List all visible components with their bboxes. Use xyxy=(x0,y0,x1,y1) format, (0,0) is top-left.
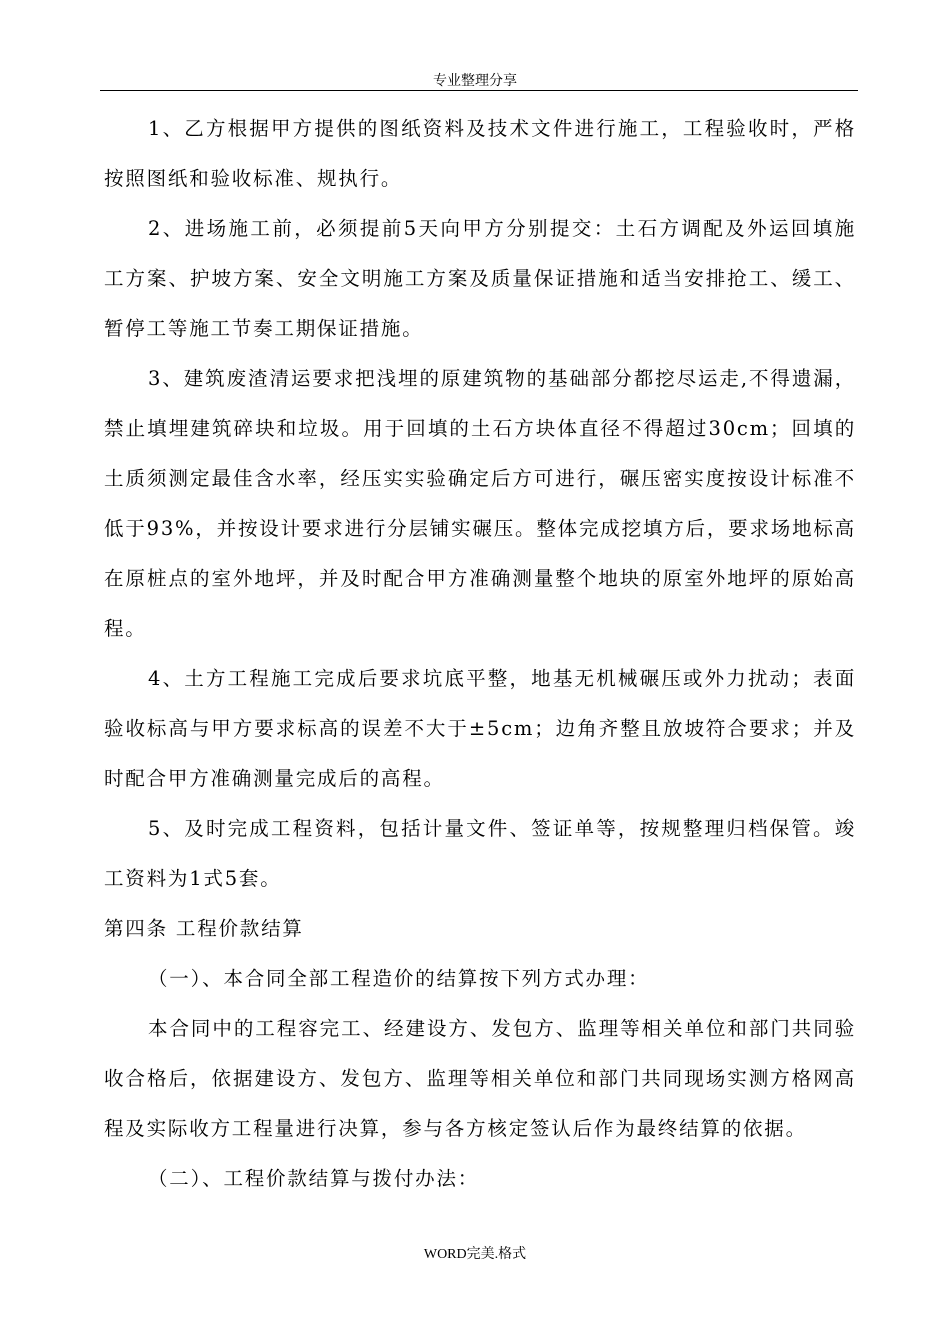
section-heading: 第四条 工程价款结算 xyxy=(104,917,304,940)
subsection-1-body: 本合同中的工程容完工、经建设方、发包方、监理等相关单位和部门共同验收合格后，依据建设方、发包方、监理等相关单位和部门共同现场实测方格网高程及实际收方工程量进行决算，参与各方核定签认后作为最终结算的依据。 xyxy=(104,1017,856,1140)
paragraph-item-3: 3、建筑废渣清运要求把浅埋的原建筑物的基础部分都挖尽运走,不得遗漏，禁止填埋建筑碎块和垃圾。用于回填的土石方块体直径不得超过30cm；回填的土质须测定最佳含水率，经压实实验确定后方可进行，碾压密实度按设计标准不低于93%，并按设计要求进行分层铺实碾压。整体完成挖填方后，要求场地标高在原桩点的室外地坪，并及时配合甲方准确测量整个地块的原室外地坪的原始高程。 xyxy=(104,367,856,640)
page-header: 专业整理分享 xyxy=(433,73,517,89)
paragraph-item-2: 2、进场施工前，必须提前5天向甲方分别提交：土石方调配及外运回填施工方案、护坡方案、安全文明施工方案及质量保证措施和适当安排抢工、缓工、暂停工等施工节奏工期保证措施。 xyxy=(104,217,856,340)
paragraph-item-4: 4、土方工程施工完成后要求坑底平整，地基无机械碾压或外力扰动；表面验收标高与甲方要求标高的误差不大于±5cm；边角齐整且放坡符合要求；并及时配合甲方准确测量完成后的高程。 xyxy=(104,667,856,790)
document-body xyxy=(104,104,856,1204)
header-divider xyxy=(100,90,858,91)
subsection-heading-2: （二）、工程价款结算与拨付办法： xyxy=(148,1167,480,1190)
paragraph-item-1: 1、乙方根据甲方提供的图纸资料及技术文件进行施工，工程验收时，严格按照图纸和验收标准、规执行。 xyxy=(104,117,856,190)
page-footer: WORD完美.格式 xyxy=(423,1247,527,1262)
paragraph-item-5: 5、及时完成工程资料，包括计量文件、签证单等，按规整理归档保管。竣工资料为1式5套。 xyxy=(104,817,856,890)
subsection-heading-1: （一）、本合同全部工程造价的结算按下列方式办理： xyxy=(148,967,650,990)
